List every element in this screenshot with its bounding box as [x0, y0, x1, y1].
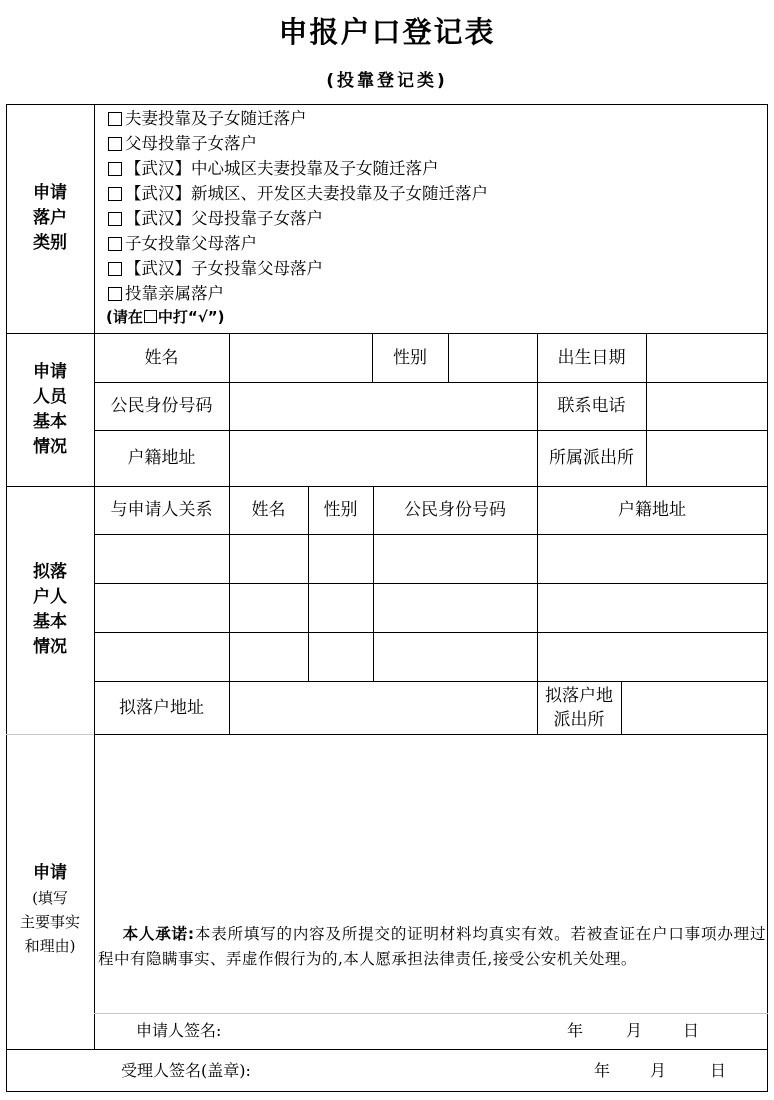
checkbox[interactable]	[108, 262, 122, 276]
checkbox[interactable]	[108, 237, 122, 251]
form-table	[6, 104, 768, 1092]
checkbox[interactable]	[108, 287, 122, 301]
category-label	[6, 104, 94, 333]
date-month-label: 月	[626, 1021, 643, 1040]
birth-date-label: 出生日期	[557, 347, 626, 368]
name-label: 姓名	[144, 347, 179, 368]
border-bottom	[6, 1091, 768, 1092]
reason-textarea[interactable]	[94, 734, 767, 914]
footer-year-label: 年	[594, 1061, 611, 1080]
pledge-statement	[98, 922, 766, 972]
household-address-header: 户籍地址	[618, 500, 686, 520]
form-title: 申报户口登记表	[278, 15, 496, 49]
gender-field[interactable]	[448, 333, 537, 382]
category-option[interactable]: 【武汉】父母投靠子女落户	[106, 206, 323, 231]
applicant-label: 申请 人员 基本 情况	[33, 361, 67, 457]
table-row-relation-cell[interactable]	[94, 583, 229, 632]
pledge-text: 本表所填写的内容及所提交的证明材料均真实有效。若被查证在户口事项办理过程中有隐瞒事实、弄虚作假行为的,本人愿承担法律责任,接受公安机关处理。	[98, 925, 766, 968]
table-row-gender-cell[interactable]	[308, 583, 373, 632]
table-row-gender-cell[interactable]	[308, 534, 373, 583]
target-address-field[interactable]	[229, 681, 537, 734]
phone-label: 联系电话	[557, 396, 626, 416]
pledge-title: 本人承诺:	[122, 925, 195, 943]
name-header: 姓名	[251, 500, 286, 520]
border-right	[767, 104, 768, 1092]
table-row-id-cell[interactable]	[373, 583, 537, 632]
target-address-label: 拟落户地址	[119, 697, 204, 718]
receiver-signature-field[interactable]	[306, 1054, 576, 1086]
household-address-label: 户籍地址	[127, 448, 196, 468]
footer-day-label: 日	[710, 1061, 727, 1080]
birth-date-field[interactable]	[646, 333, 767, 382]
checkbox-hint: (请在 中打“√”)	[106, 308, 225, 326]
checkbox[interactable]	[108, 212, 122, 226]
phone-field[interactable]	[646, 382, 767, 430]
category-option[interactable]: 父母投靠子女落户	[106, 131, 257, 156]
category-option[interactable]: 【武汉】新城区、开发区夫妻投靠及子女随迁落户	[106, 181, 488, 206]
divider	[6, 1049, 768, 1050]
applicant-signature-label: 申请人签名:	[136, 1021, 222, 1040]
table-row-name-cell[interactable]	[229, 583, 308, 632]
footer-month-label: 月	[650, 1061, 667, 1080]
border-top	[6, 104, 768, 105]
date-year-label: 年	[567, 1021, 584, 1040]
category-option[interactable]: 夫妻投靠及子女随迁落户	[106, 106, 307, 131]
settler-label: 拟落 户人 基本 情况	[33, 562, 67, 657]
table-row-relation-cell[interactable]	[94, 632, 229, 681]
relation-header: 与申请人关系	[110, 500, 213, 520]
table-row-gender-cell[interactable]	[308, 632, 373, 681]
category-option[interactable]: 子女投靠父母落户	[106, 231, 257, 256]
gender-header: 性别	[323, 500, 358, 520]
table-row-name-cell[interactable]	[229, 534, 308, 583]
table-row-address-cell[interactable]	[537, 583, 767, 632]
table-row-id-cell[interactable]	[373, 534, 537, 583]
table-row-address-cell[interactable]	[537, 534, 767, 583]
checkbox[interactable]	[108, 137, 122, 151]
table-row-address-cell[interactable]	[537, 632, 767, 681]
target-station-field[interactable]	[621, 681, 767, 734]
checkbox[interactable]	[108, 112, 122, 126]
table-row-name-cell[interactable]	[229, 632, 308, 681]
target-station-label: 拟落户地 派出所	[545, 685, 613, 730]
date-day-label: 日	[683, 1021, 700, 1040]
receiver-signature-label: 受理人签名(盖章):	[121, 1061, 251, 1080]
checkbox-sample-icon	[144, 310, 157, 323]
name-field[interactable]	[229, 333, 372, 382]
id-number-field[interactable]	[229, 382, 537, 430]
category-label-line: 落户	[33, 208, 67, 228]
category-label-line: 申请	[33, 183, 67, 203]
id-number-label: 公民身份号码	[110, 396, 213, 416]
household-address-field[interactable]	[229, 430, 537, 486]
police-station-label: 所属派出所	[549, 448, 634, 468]
category-label-line: 类别	[33, 233, 67, 253]
category-option[interactable]: 【武汉】中心城区夫妻投靠及子女随迁落户	[106, 156, 439, 181]
table-row-relation-cell[interactable]	[94, 534, 229, 583]
applicant-signature-field[interactable]	[246, 1015, 546, 1045]
checkbox[interactable]	[108, 162, 122, 176]
signature-divider	[94, 1013, 768, 1014]
checkbox[interactable]	[108, 187, 122, 201]
table-row-id-cell[interactable]	[373, 632, 537, 681]
id-number-header: 公民身份号码	[404, 500, 506, 520]
reason-label: 申请 (填写 主要事实 和理由)	[19, 863, 80, 955]
form-subtitle: (投靠登记类)	[326, 71, 448, 91]
police-station-field[interactable]	[646, 430, 767, 486]
gender-label: 性别	[393, 347, 427, 368]
category-option[interactable]: 投靠亲属落户	[106, 281, 224, 306]
category-option[interactable]: 【武汉】子女投靠父母落户	[106, 256, 323, 281]
